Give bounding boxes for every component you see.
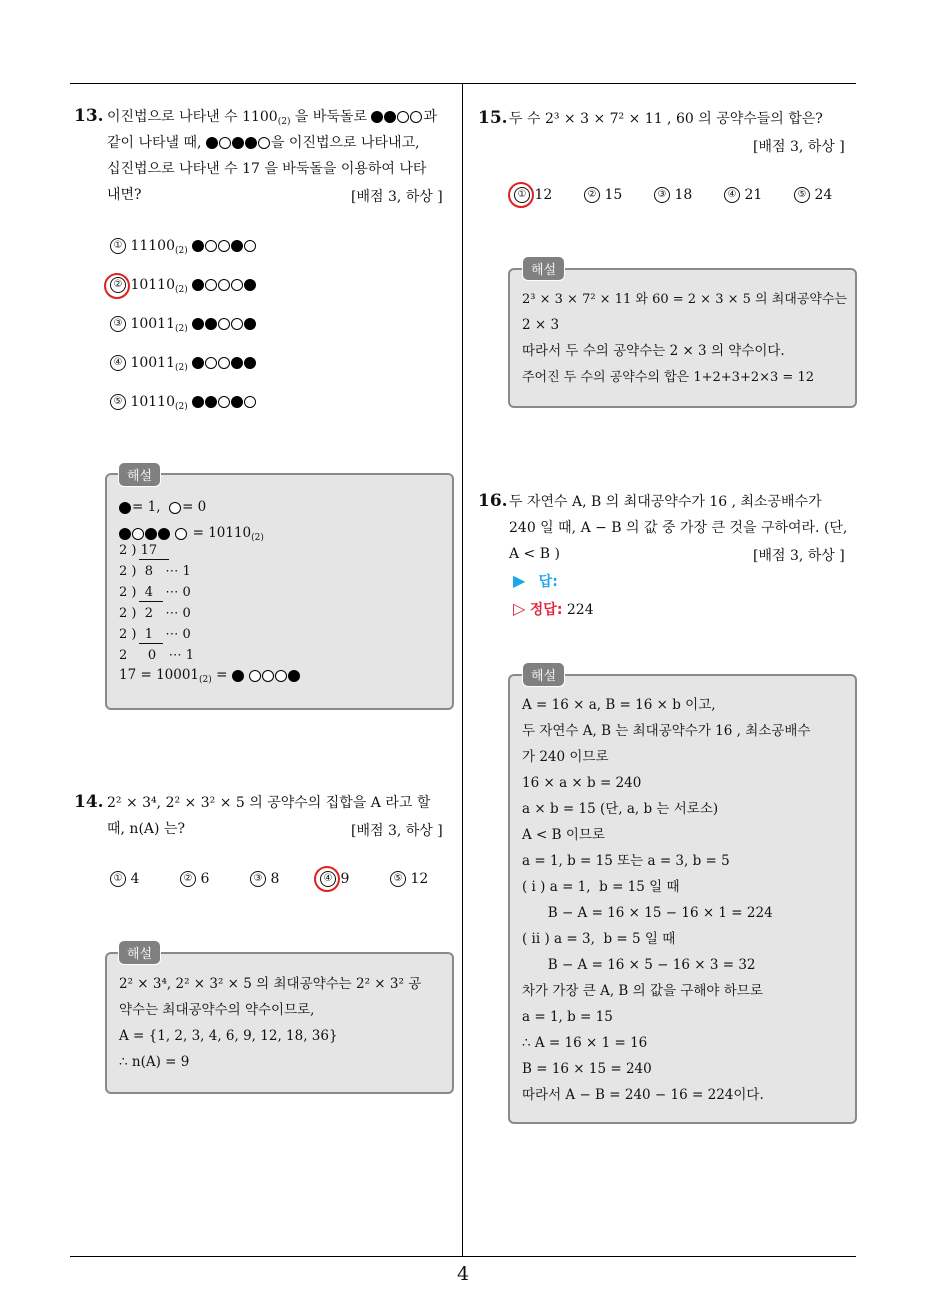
division-bar bbox=[139, 559, 169, 560]
exp-line: ( ii ) a = 3, b = 5 일 때 bbox=[522, 931, 676, 947]
explanation-tag: 해설 bbox=[522, 256, 565, 281]
option-2[interactable]: ② $10110_{(2)}$ bbox=[110, 277, 257, 293]
exp-line: 2² × 3⁴, 2² × 3² × 5 의 최대공약수는 2² × 3² 공 bbox=[119, 976, 422, 992]
division-line: 2 0 ⋯ 1 bbox=[119, 648, 195, 663]
question-line-1: 두 수 2³ × 3 × 7² × 11 , 60 의 공약수들의 합은? bbox=[509, 111, 823, 127]
exp-line: A < B 이므로 bbox=[522, 827, 605, 843]
question-line-1: 2² × 3⁴, 2² × 3² × 5 의 공약수의 집합을 A 라고 할 bbox=[107, 795, 431, 811]
explanation-box bbox=[105, 473, 454, 710]
option-5[interactable]: ⑤ $10110_{(2)}$ bbox=[110, 394, 257, 410]
question-line-2: 240 일 때, A − B 의 값 중 가장 큰 것을 구하여라. (단, bbox=[509, 520, 848, 536]
explanation-tag: 해설 bbox=[118, 462, 161, 487]
option-2[interactable]: ② 15 bbox=[584, 187, 622, 203]
explanation-tag: 해설 bbox=[522, 662, 565, 687]
explanation-box bbox=[508, 268, 857, 408]
option-3[interactable]: ③ $10011_{(2)}$ bbox=[110, 316, 257, 332]
division-bar bbox=[139, 601, 163, 602]
question-meta: [배점 3, 하상 ] bbox=[753, 548, 845, 564]
exp-line: 가 240 이므로 bbox=[522, 749, 609, 765]
question-line-3: 십진법으로 나타낸 수 17 을 바둑돌을 이용하여 나타 bbox=[107, 161, 427, 177]
option-4[interactable]: ④ $10011_{(2)}$ bbox=[110, 355, 257, 371]
answer-mark-circle bbox=[314, 866, 340, 892]
exp-line: 2³ × 3 × 7² × 11 와 60 = 2 × 3 × 5 의 최대공약수는 bbox=[522, 292, 848, 307]
division-line: 2 ) 1 ⋯ 0 bbox=[119, 627, 191, 642]
exp-line: a × b = 15 (단, a, b 는 서로소) bbox=[522, 801, 719, 817]
exp-line: 16 × a × b = 240 bbox=[522, 775, 642, 791]
play-outline-icon: ▷ bbox=[513, 599, 526, 618]
option-1[interactable]: ① 12 bbox=[514, 187, 552, 203]
question-number: 15. bbox=[478, 108, 508, 128]
division-line: 2 ) 8 ⋯ 1 bbox=[119, 564, 191, 579]
question-line-1: 이진법으로 나타낸 수 $1100_{(2)}$ 을 바둑돌로 과 bbox=[107, 109, 437, 127]
stone-pattern bbox=[192, 238, 257, 254]
explanation-tag: 해설 bbox=[118, 940, 161, 965]
question-number: 14. bbox=[74, 792, 104, 812]
question-meta: [배점 3, 하상 ] bbox=[351, 189, 443, 205]
exp-line: ( i ) a = 1, b = 15 일 때 bbox=[522, 879, 680, 895]
correct-answer: ▷ 정답: 224 bbox=[513, 599, 594, 618]
top-rule bbox=[70, 83, 856, 84]
division-line: 2 ) 2 ⋯ 0 bbox=[119, 606, 191, 621]
question-line-3: A < B ) bbox=[509, 546, 560, 562]
option-2[interactable]: ② 6 bbox=[180, 871, 209, 887]
exp-line: 주어진 두 수의 공약수의 합은 1+2+3+2×3 = 12 bbox=[522, 370, 814, 385]
exp-line: = $10110_{(2)}$ bbox=[119, 521, 264, 549]
explanation-box bbox=[105, 952, 454, 1094]
division-bar bbox=[139, 643, 163, 644]
stone-pattern bbox=[192, 316, 257, 332]
exp-line: 차가 가장 큰 A, B 의 값을 구해야 하므로 bbox=[522, 983, 763, 999]
exp-line: ∴ A = 16 × 1 = 16 bbox=[522, 1035, 648, 1051]
question-meta: [배점 3, 하상 ] bbox=[351, 823, 443, 839]
option-5[interactable]: ⑤ 24 bbox=[794, 187, 832, 203]
option-3[interactable]: ③ 18 bbox=[654, 187, 692, 203]
stone-pattern bbox=[192, 394, 257, 410]
exp-line: A = {1, 2, 3, 4, 6, 9, 12, 18, 36} bbox=[119, 1028, 338, 1044]
exp-line: 두 자연수 A, B 는 최대공약수가 16 , 최소공배수 bbox=[522, 723, 811, 739]
option-3[interactable]: ③ 8 bbox=[250, 871, 279, 887]
exp-line: $17 = 10001_{(2)}$ = bbox=[119, 663, 301, 691]
exp-line: 따라서 A − B = 240 − 16 = 224이다. bbox=[522, 1087, 764, 1103]
exp-line: 2 × 3 bbox=[522, 317, 560, 333]
page-number: 4 bbox=[456, 1263, 470, 1285]
question-number: 13. bbox=[74, 106, 104, 126]
exp-line: B − A = 16 × 15 − 16 × 1 = 224 bbox=[522, 905, 773, 921]
stone-pattern bbox=[206, 135, 271, 151]
stone-pattern bbox=[192, 355, 257, 371]
option-4[interactable]: ④ 21 bbox=[724, 187, 762, 203]
exp-line: B = 16 × 15 = 240 bbox=[522, 1061, 652, 1077]
question-number: 16. bbox=[478, 491, 508, 511]
question-line-1: 두 자연수 A, B 의 최대공약수가 16 , 최소공배수가 bbox=[509, 494, 822, 510]
exp-line: a = 1, b = 15 bbox=[522, 1009, 613, 1025]
option-1[interactable]: ① 4 bbox=[110, 871, 139, 887]
division-line: 2 ) 17 bbox=[119, 543, 158, 558]
option-1[interactable]: ① $11100_{(2)}$ bbox=[110, 238, 257, 254]
question-line-4: 내면? bbox=[107, 187, 142, 203]
exp-line: ∴ n(A) = 9 bbox=[119, 1054, 190, 1070]
exp-line: 약수는 최대공약수의 약수이므로, bbox=[119, 1002, 315, 1018]
exp-line: 따라서 두 수의 공약수는 2 × 3 의 약수이다. bbox=[522, 343, 785, 359]
division-line: 2 ) 4 ⋯ 0 bbox=[119, 585, 191, 600]
exp-line: = 1, = 0 bbox=[119, 495, 206, 521]
stone-pattern bbox=[192, 277, 257, 293]
exp-line: B − A = 16 × 5 − 16 × 3 = 32 bbox=[522, 957, 756, 973]
bottom-rule bbox=[70, 1256, 856, 1257]
answer-mark-circle bbox=[104, 273, 130, 299]
exp-line: a = 1, b = 15 또는 a = 3, b = 5 bbox=[522, 853, 730, 869]
question-line-2: 때, n(A) 는? bbox=[107, 821, 185, 837]
answer-field[interactable]: ▶ 답: bbox=[513, 571, 558, 590]
option-5[interactable]: ⑤ 12 bbox=[390, 871, 428, 887]
column-divider bbox=[462, 83, 463, 1256]
stone-pattern bbox=[371, 109, 423, 125]
answer-mark-circle bbox=[508, 182, 534, 208]
explanation-box bbox=[508, 674, 857, 1124]
question-meta: [배점 3, 하상 ] bbox=[753, 139, 845, 155]
question-line-2: 같이 나타낼 때, 을 이진법으로 나타내고, bbox=[107, 135, 420, 151]
play-icon: ▶ bbox=[513, 571, 526, 590]
exp-line: A = 16 × a, B = 16 × b 이고, bbox=[522, 697, 716, 713]
option-4[interactable]: ④ 9 bbox=[320, 871, 349, 887]
